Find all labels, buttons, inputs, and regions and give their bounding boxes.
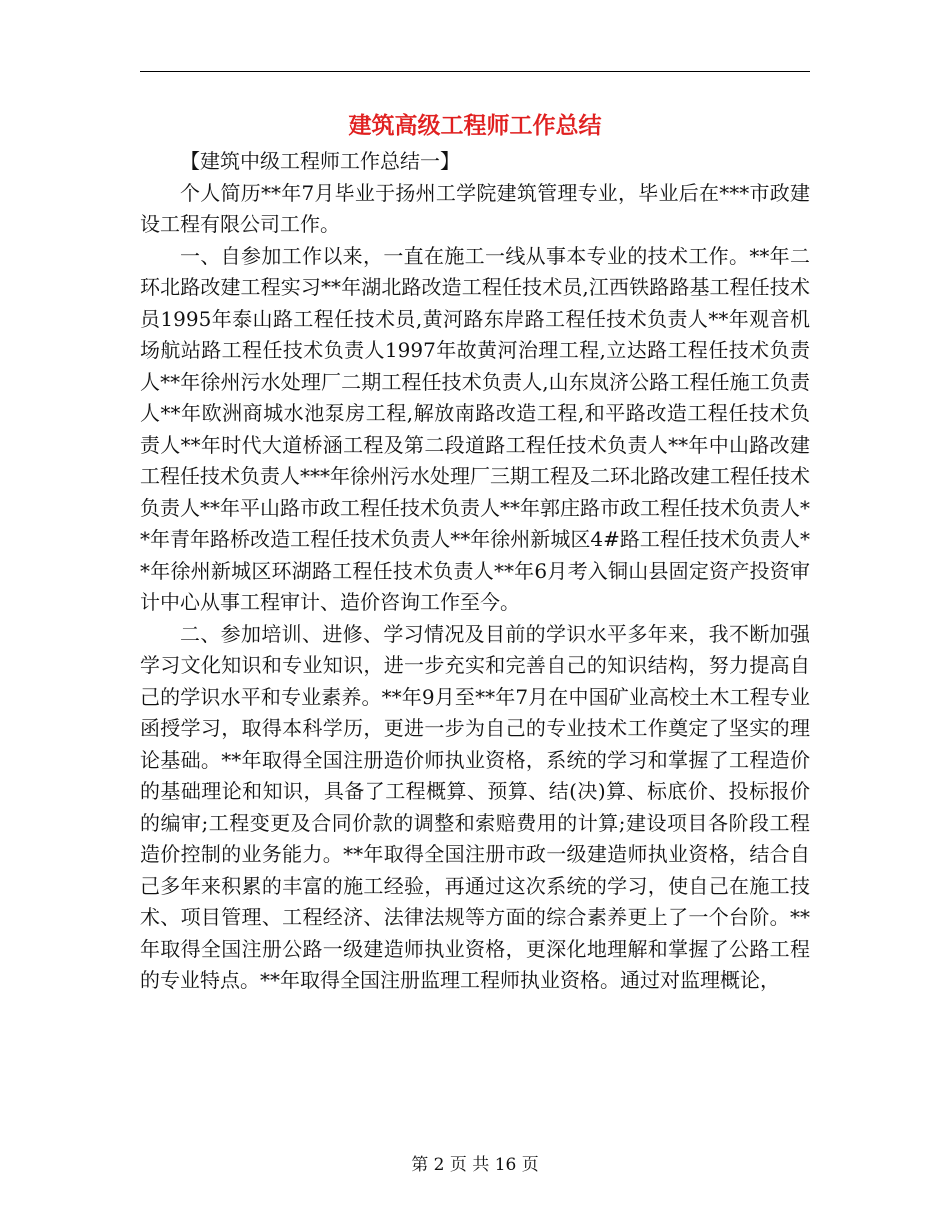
header-rule: [140, 71, 810, 72]
paragraph-resume: 个人简历**年7月毕业于扬州工学院建筑管理专业，毕业后在***市政建设工程有限公司工作。: [140, 180, 810, 236]
paragraph-training: 二、参加培训、进修、学习情况及目前的学识水平多年来，我不断加强学习文化知识和专业知识，进一步充实和完善自己的知识结构，努力提高自己的学识水平和专业素养。**年9月至**年7月在中国矿业高校土木工程专业函授学习，取得本科学历，更进一步为自己的专业技术工作奠定了坚实的理论基础。**年取得全国注册造价师执业资格，系统的学习和掌握了工程造价的基础理论和知识，具备了工程概算、预算、结(决)算、标底价、投标报价的编审;工程变更及合同价款的调整和索赔费用的计算;建设项目各阶段工程造价控制的业务能力。**年取得全国注册市政一级建造师执业资格，结合自己多年来积累的丰富的施工经验，再通过这次系统的学习，使自己在施工技术、项目管理、工程经济、法律法规等方面的综合素养更上了一个台阶。**年取得全国注册公路一级建造师执业资格，更深化地理解和掌握了公路工程的专业特点。**年取得全国注册监理工程师执业资格。通过对监理概论，: [140, 621, 810, 992]
document-title: 建筑高级工程师工作总结: [348, 113, 602, 139]
section-heading: 【建筑中级工程师工作总结一】: [180, 149, 460, 173]
document-body: [140, 146, 810, 997]
page-number-footer: 第 2 页 共 16 页: [411, 1155, 539, 1175]
paragraph-work-experience: 一、自参加工作以来，一直在施工一线从事本专业的技术工作。**年二环北路改建工程实习**年湖北路改造工程任技术员,江西铁路路基工程任技术员1995年泰山路工程任技术员,黄河路东岸路工程任技术负责人**年观音机场航站路工程任技术负责人1997年故黄河治理工程,立达路工程任技术负责人**年徐州污水处理厂二期工程任技术负责人,山东岚济公路工程任施工负责人**年欧洲商城水池泵房工程,解放南路改造工程,和平路改造工程任技术负责人**年时代大道桥涵工程及第二段道路工程任技术负责人**年中山路改建工程任技术负责人***年徐州污水处理厂三期工程及二环北路改建工程任技术负责人**年平山路市政工程任技术负责人**年郭庄路市政工程任技术负责人**年青年路桥改造工程任技术负责人**年徐州新城区4#路工程任技术负责人**年徐州新城区环湖路工程任技术负责人**年6月考入铜山县固定资产投资审计中心从事工程审计、造价咨询工作至今。: [140, 243, 810, 614]
